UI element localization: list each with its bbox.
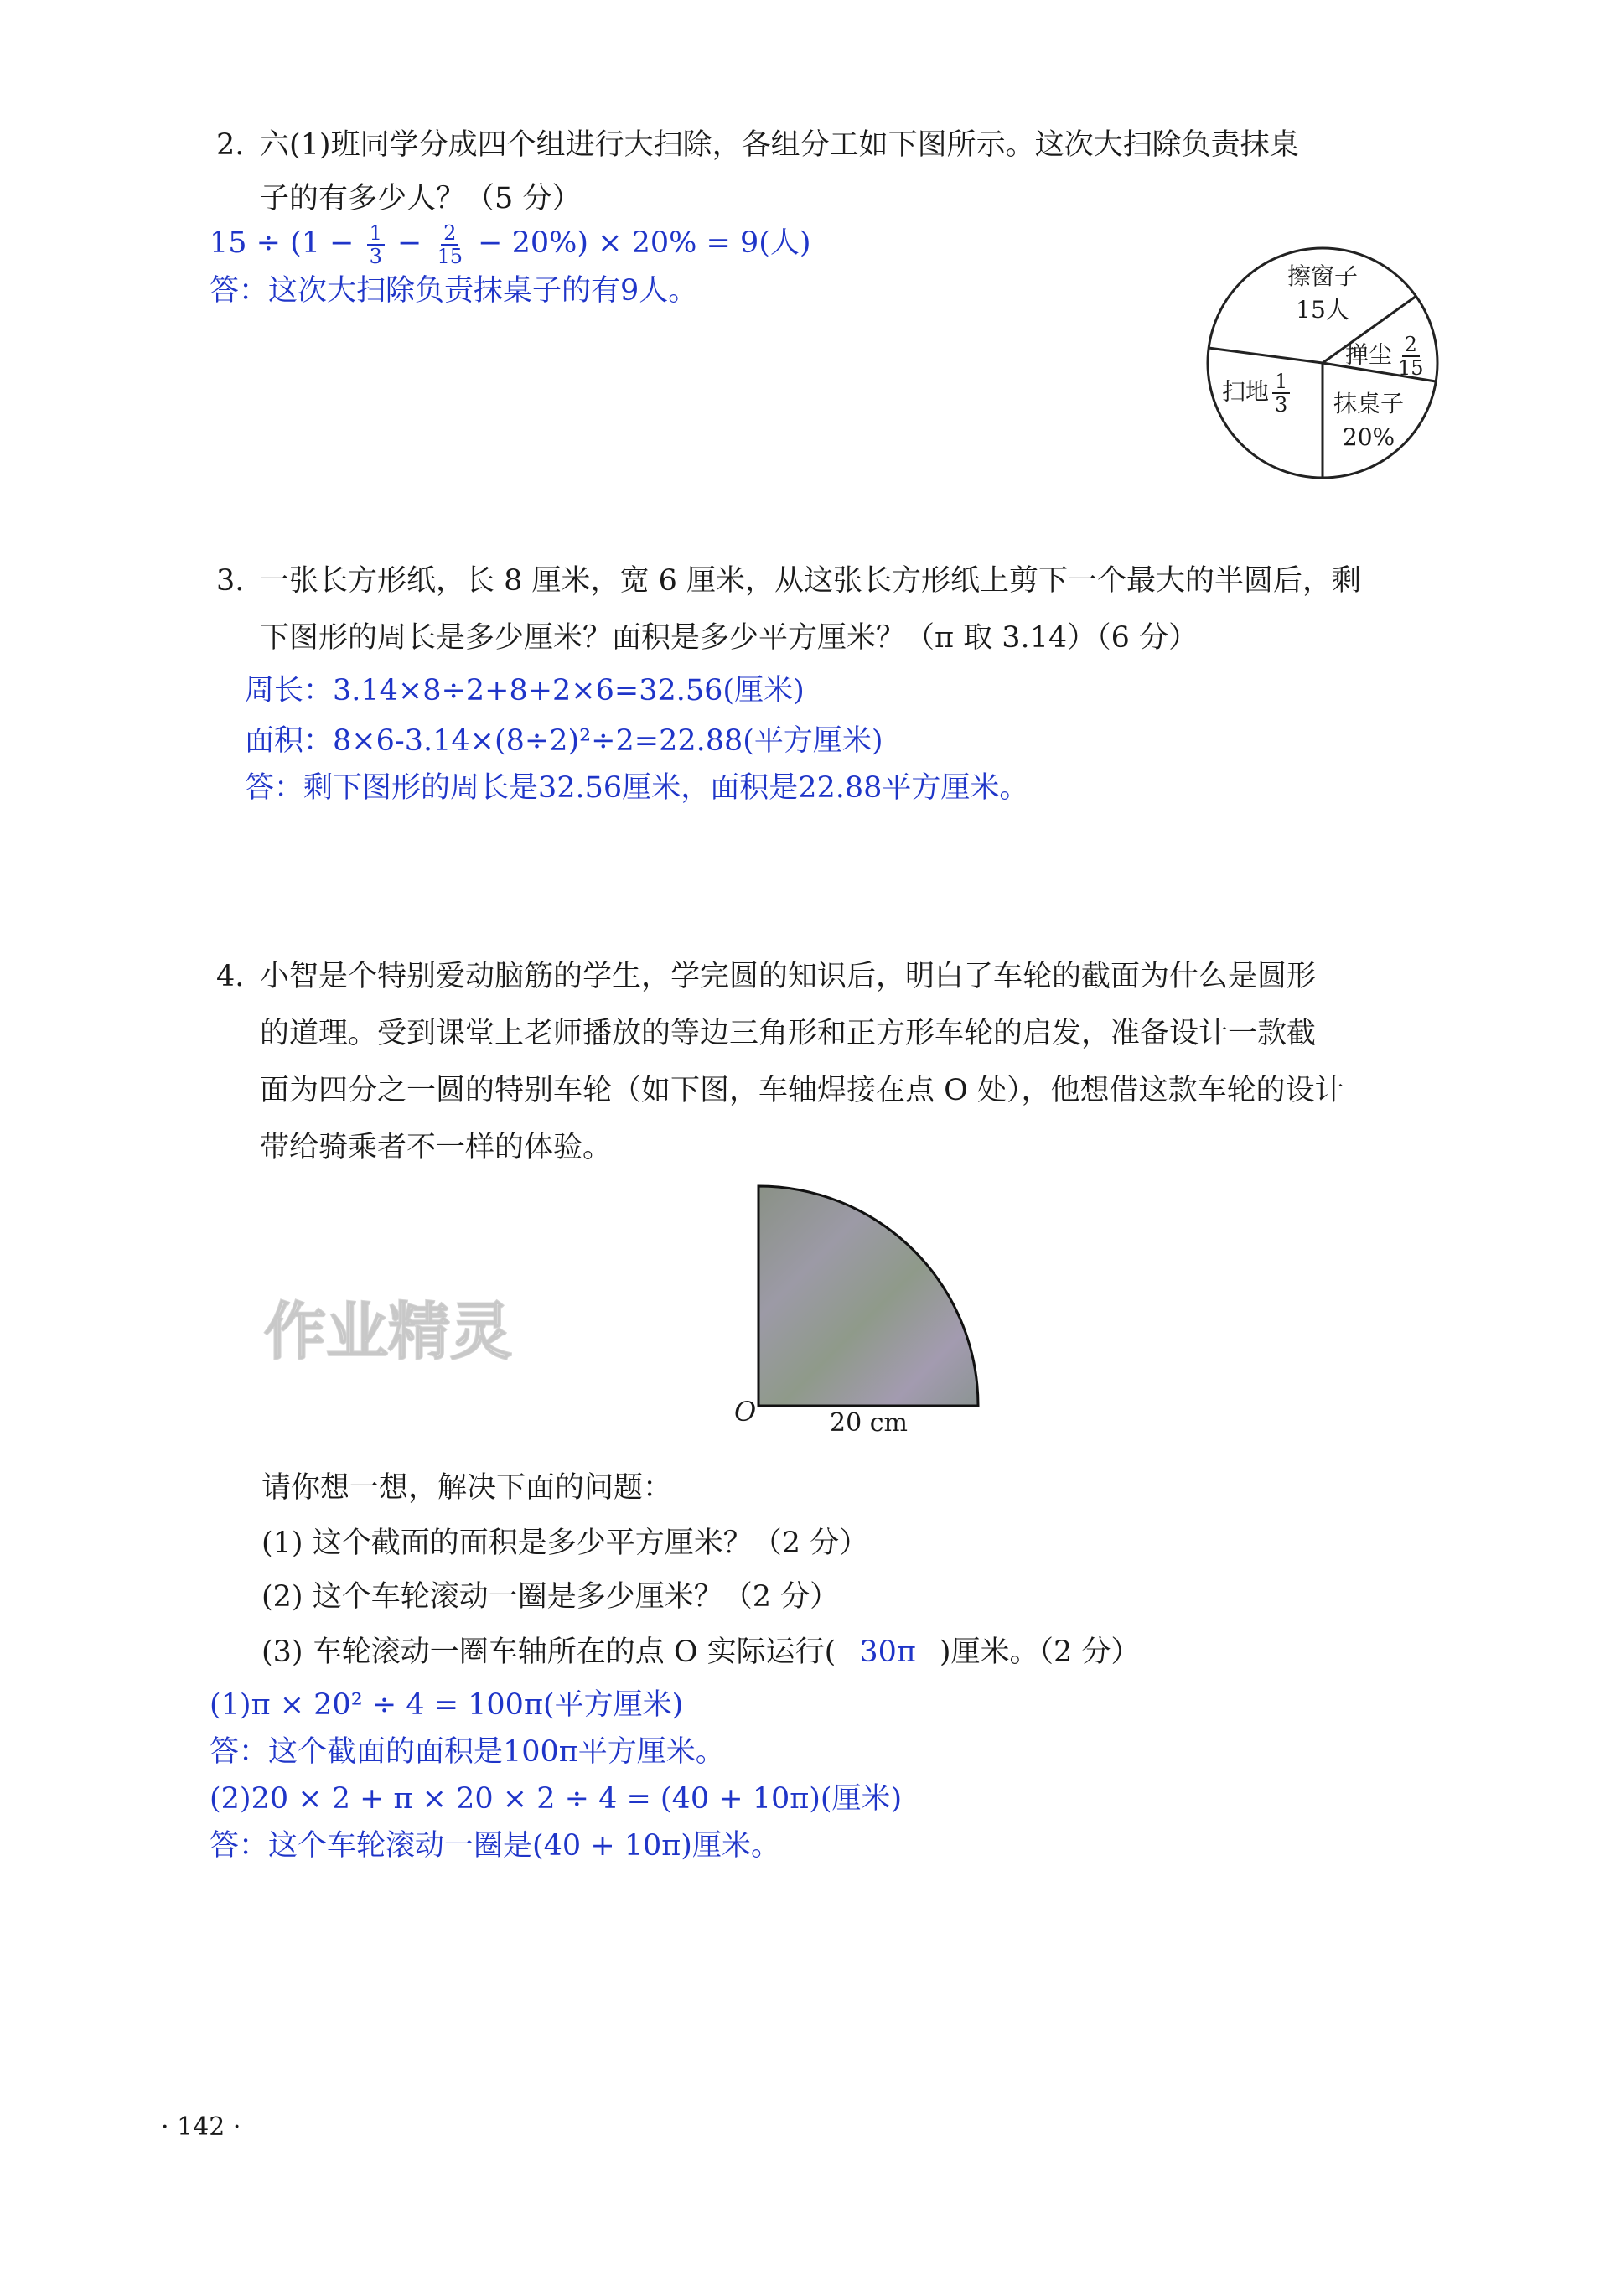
q4-line1: 4. 小智是个特别爱动脑筋的学生，学完圆的知识后，明白了车轮的截面为什么是圆形 [216,947,1316,1006]
figure-point-o: O [734,1396,757,1428]
q4-prompt: 请你想一想，解决下面的问题： [261,1471,673,1505]
q4-quarter-circle-figure [754,1182,981,1425]
q2-answer-formula: 15 ÷ (1 − $\frac{1}{3}$ − $\frac{2}{15}$ − 20%) × 20% = 9(人) [210,220,811,268]
quarter-circle-shape [758,1186,978,1406]
q4-line2: 的道理。受到课堂上老师播放的等边三角形和正方形车轮的启发，准备设计一款截 [260,1017,1317,1050]
watermark-logo: 作业精灵 [264,1296,512,1368]
q3-number: 3. [216,564,245,598]
q4-line4: 带给骑乘者不一样的体验。 [260,1131,613,1164]
q4-answer1: (1)π × 20² ÷ 4 = 100π(平方厘米) [210,1688,684,1722]
pie-label-table: 抹桌子 20% [1333,390,1404,451]
q4-answer1-conclusion: 答：这个截面的面积是100π平方厘米。 [210,1735,725,1769]
q3-line1: 3. 一张长方形纸，长 8 厘米，宽 6 厘米，从这张长方形纸上剪下一个最大的半圆后，剩 [216,552,1361,610]
q4-number: 4. [216,960,245,993]
q4-line3: 面为四分之一圆的特别车轮（如下图，车轴焊接在点 O 处），他想借这款车轮的设计 [260,1074,1344,1107]
pie-divider-sweep-window [1209,348,1323,363]
q2-fraction-one-third: $\frac{1}{3}$ [367,222,385,267]
q4-sub1: (1) 这个截面的面积是多少平方厘米？（2 分） [261,1526,869,1560]
page-number: · 142 · [161,2112,241,2142]
q4-sub3: (3) 车轮滚动一圈车轴所在的点 O 实际运行( 30π )厘米。（2 分） [261,1635,1141,1669]
q2-line2: 子的有多少人？（5 分） [260,182,582,215]
q3-line2: 下图形的周长是多少厘米？面积是多少平方厘米？（π 取 3.14）（6 分） [260,621,1199,655]
figure-radius-label: 20 cm [830,1408,908,1438]
q3-answer-perimeter: 周长：3.14×8÷2+8+2×6=32.56(厘米) [245,674,805,707]
q4-sub2: (2) 这个车轮滚动一圈是多少厘米？（2 分） [261,1580,840,1614]
q2-answer-conclusion: 答：这次大扫除负责抹桌子的有9人。 [210,274,698,308]
q2-line1: 2. 六(1)班同学分成四个组进行大扫除，各组分工如下图所示。这次大扫除负责抹桌 [216,116,1299,174]
pie-label-dust: 掸尘 $\frac{2}{15}$ [1345,333,1424,380]
q4-answer2: (2)20 × 2 + π × 20 × 2 ÷ 4 = (40 + 10π)(厘米) [210,1782,903,1816]
pie-label-window: 擦窗子 15人 [1287,262,1358,324]
q2-fraction-two-fifteenths: $\frac{2}{15}$ [437,220,463,268]
q4-sub3-answer: 30π [859,1635,916,1669]
q3-answer-area: 面积：8×6-3.14×(8÷2)²÷2=22.88(平方厘米) [245,724,883,758]
q3-answer-conclusion: 答：剩下图形的周长是32.56厘米，面积是22.88平方厘米。 [245,771,1029,805]
q4-answer2-conclusion: 答：这个车轮滚动一圈是(40 + 10π)厘米。 [210,1829,780,1863]
q2-number: 2. [216,128,245,162]
pie-label-sweep: 扫地 $\frac{1}{3}$ [1222,371,1293,416]
